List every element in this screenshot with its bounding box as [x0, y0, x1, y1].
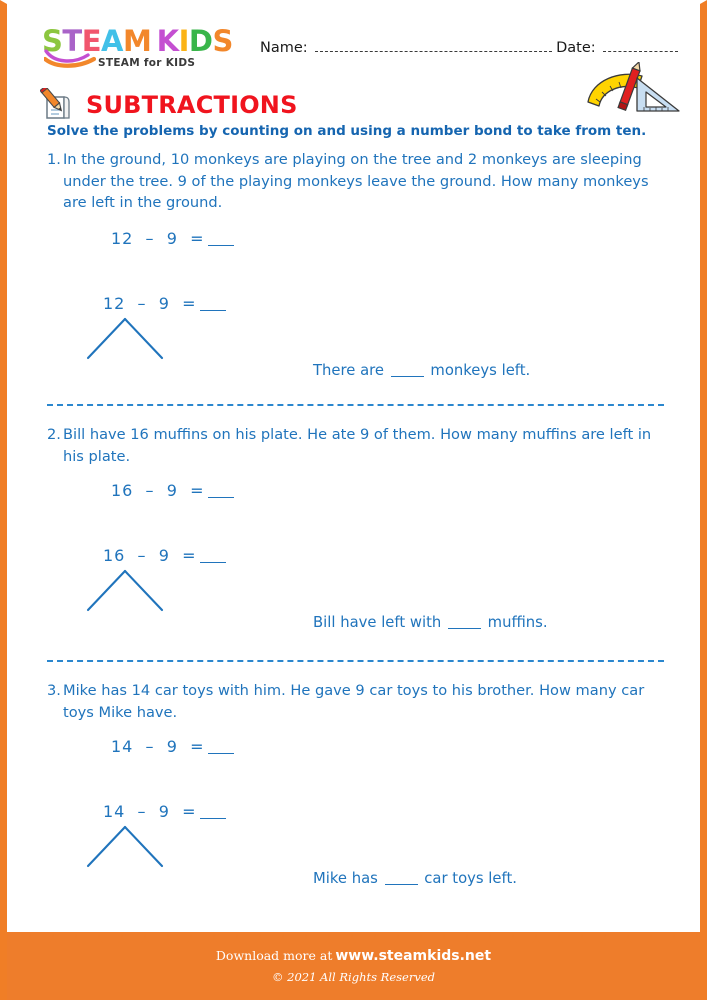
answer-suffix: muffins. — [482, 614, 548, 631]
scallop-edge — [7, 923, 707, 943]
equals-sign: = — [169, 294, 197, 313]
name-input-line[interactable] — [315, 51, 552, 52]
answer-blank[interactable] — [385, 884, 418, 885]
footer-download-text: Download more at — [215, 948, 333, 963]
minuend: 12 — [103, 294, 126, 313]
subtrahend: 9 — [158, 546, 170, 565]
question-number: 1. — [47, 151, 61, 168]
minuend: 14 — [103, 802, 126, 821]
equals-sign: = — [177, 737, 205, 756]
number-bond-branches — [85, 316, 165, 362]
answer-suffix: monkeys left. — [425, 362, 531, 379]
answer-prefix: There are — [313, 362, 389, 379]
question-text: Mike has 14 car toys with him. He gave 9 car toys to his brother. How many car toys Mike have. — [63, 682, 645, 721]
answer-prefix: Mike has — [313, 870, 383, 887]
logo-tagline: STEAM for KIDS — [98, 57, 196, 69]
logo-letter-6: K — [156, 24, 179, 58]
simple-equation — [111, 737, 234, 756]
logo-letter-1: T — [62, 24, 82, 58]
number-bond-branches — [85, 824, 165, 870]
date-input-line[interactable] — [603, 51, 678, 52]
ruler-pencil-triangle-icon — [576, 62, 686, 120]
logo-letter-2: E — [81, 24, 101, 58]
date-label: Date: — [556, 40, 596, 56]
subtrahend: 9 — [158, 802, 170, 821]
answer-blank[interactable] — [200, 562, 226, 563]
steam-kids-logo — [42, 24, 242, 69]
question-row — [7, 149, 700, 214]
answer-sentence — [313, 362, 530, 379]
equals-sign: = — [169, 802, 197, 821]
number-bond-branches — [85, 568, 165, 614]
problem-1 — [7, 149, 700, 379]
subtrahend: 9 — [166, 737, 178, 756]
instruction-text: Solve the problems by counting on and using a number bond to take from ten. — [47, 123, 647, 139]
equals-sign: = — [169, 546, 197, 565]
operator: – — [133, 229, 167, 248]
equals-sign: = — [177, 229, 205, 248]
answer-blank[interactable] — [391, 376, 424, 377]
simple-equation — [111, 481, 234, 500]
answer-suffix: car toys left. — [419, 870, 517, 887]
logo-letter-8: D — [188, 24, 213, 58]
operator: – — [125, 802, 159, 821]
logo-swoosh-icon — [44, 47, 96, 69]
footer-site-link[interactable]: www.steamkids.net — [335, 948, 492, 964]
answer-blank[interactable] — [208, 753, 234, 754]
question-number: 3. — [47, 682, 61, 699]
section-divider — [47, 404, 664, 406]
minuend: 12 — [111, 229, 134, 248]
answer-sentence — [313, 870, 517, 887]
logo-letter-3: A — [101, 24, 123, 58]
logo-letter-4: M — [122, 24, 152, 58]
problem-2 — [7, 424, 700, 631]
logo-letter-9: S — [212, 24, 233, 58]
minuend: 16 — [111, 481, 134, 500]
answer-blank[interactable] — [200, 310, 226, 311]
footer-copyright: © 2021 All Rights Reserved — [271, 970, 435, 984]
problem-3 — [7, 680, 700, 887]
subtrahend: 9 — [158, 294, 170, 313]
question-row — [7, 424, 700, 467]
answer-blank[interactable] — [200, 818, 226, 819]
subtrahend: 9 — [166, 229, 178, 248]
name-label: Name: — [260, 40, 308, 56]
minuend: 16 — [103, 546, 126, 565]
section-divider — [47, 660, 664, 662]
footer-download-row — [7, 948, 700, 964]
operator: – — [125, 294, 159, 313]
name-date-row — [260, 40, 682, 64]
question-number: 2. — [47, 426, 61, 443]
answer-prefix: Bill have left with — [313, 614, 446, 631]
minuend: 14 — [111, 737, 134, 756]
worksheet-title-row — [40, 86, 298, 124]
logo-letter-0: S — [42, 24, 63, 58]
number-bond-equation — [103, 802, 226, 821]
number-bond-equation — [103, 294, 226, 313]
operator: – — [133, 737, 167, 756]
operator: – — [125, 546, 159, 565]
question-text: In the ground, 10 monkeys are playing on the tree and 2 monkeys are sleeping under the tree. 9 of the playing monkeys leave the ground. How many monkeys are left in the ground. — [63, 151, 649, 211]
answer-blank[interactable] — [448, 628, 481, 629]
worksheet-footer — [7, 932, 700, 1000]
answer-blank[interactable] — [208, 245, 234, 246]
answer-blank[interactable] — [208, 497, 234, 498]
question-row — [7, 680, 700, 723]
simple-equation — [111, 229, 234, 248]
subtrahend: 9 — [166, 481, 178, 500]
operator: – — [133, 481, 167, 500]
page-title: SUBTRACTIONS — [86, 91, 298, 119]
equals-sign: = — [177, 481, 205, 500]
worksheet-canvas — [7, 4, 700, 1000]
question-text: Bill have 16 muffins on his plate. He ate 9 of them. How many muffins are left in his plate. — [63, 426, 652, 465]
pencil-paper-icon — [40, 88, 74, 122]
answer-sentence — [313, 614, 548, 631]
logo-letter-7: I — [178, 24, 189, 58]
number-bond-equation — [103, 546, 226, 565]
